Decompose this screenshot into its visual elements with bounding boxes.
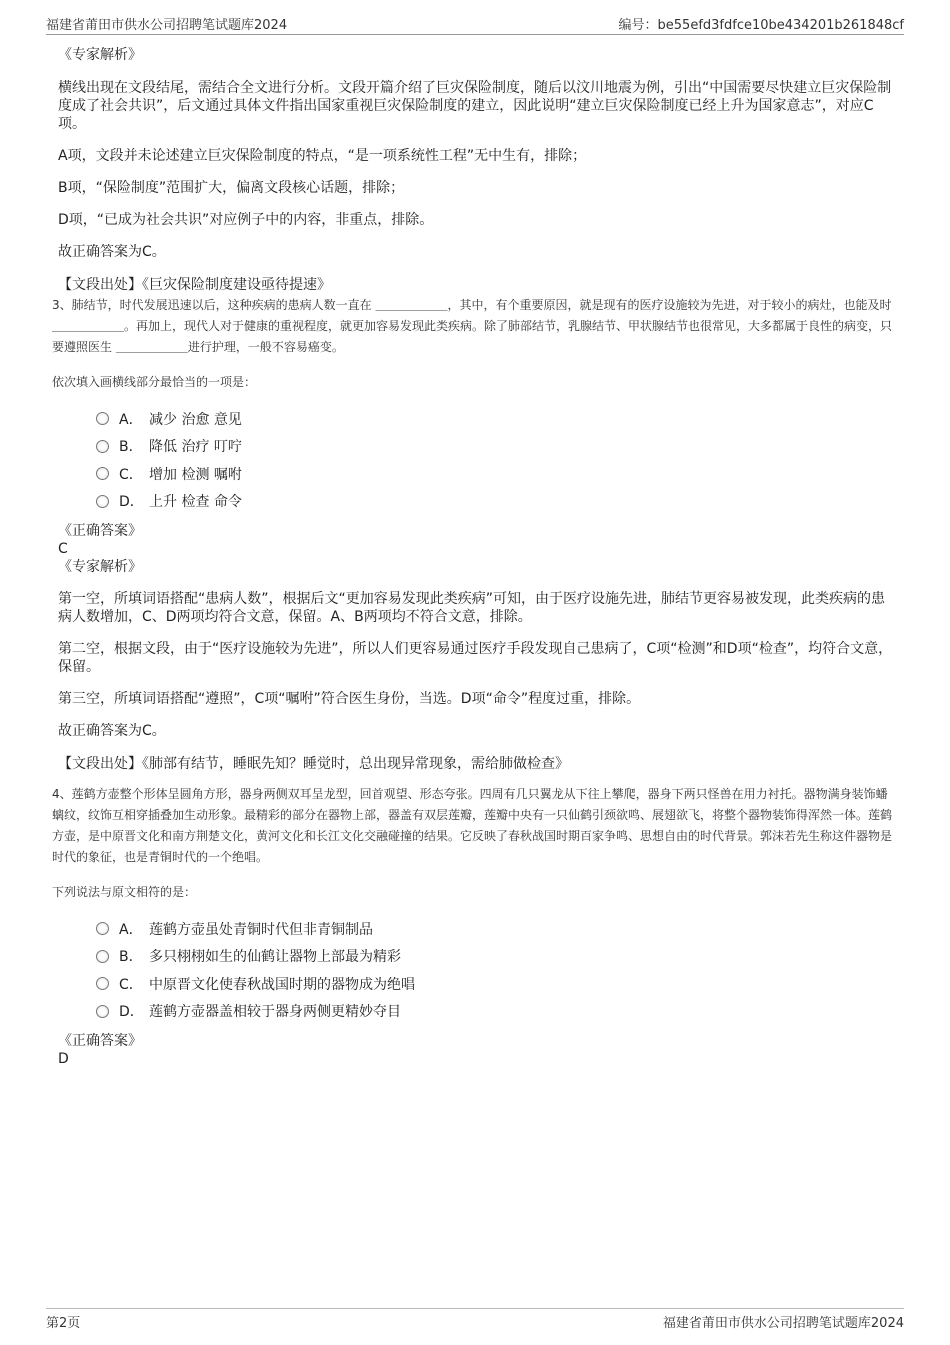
radio-icon[interactable] xyxy=(96,440,109,453)
analysis-paragraph: 第二空，根据文段，由于“医疗设施较为先进”，所以人们更容易通过医疗手段发现自己患病了，C项“检测”和D项“检查”，均符合文意，保留。 xyxy=(58,641,893,675)
question-4-options xyxy=(96,915,897,1025)
radio-icon[interactable] xyxy=(96,922,109,935)
question-3-prompt: 依次填入画横线部分最恰当的一项是： xyxy=(52,375,257,389)
question-4-prompt: 下列说法与原文相符的是： xyxy=(52,885,197,899)
correct-answer-value: C xyxy=(58,541,68,557)
header-title: 福建省莆田市供水公司招聘笔试题库2024 xyxy=(46,18,288,33)
expert-analysis-label: 《专家解析》 xyxy=(58,47,142,63)
radio-icon[interactable] xyxy=(96,467,109,480)
radio-icon[interactable] xyxy=(96,977,109,990)
analysis-paragraph: A项，文段并未论述建立巨灾保险制度的特点，“是一项系统性工程”无中生有，排除； xyxy=(58,148,587,164)
footer-title: 福建省莆田市供水公司招聘笔试题库2024 xyxy=(662,1316,904,1331)
radio-icon[interactable] xyxy=(96,950,109,963)
option-letter: C． xyxy=(119,976,143,993)
question-4-text: 4、莲鹤方壶整个形体呈圆角方形，器身两侧双耳呈龙型，回首观望、形态夸张。四周有几只翼龙从下往上攀爬，器身下两只怪兽在用力衬托。器物满身装饰蟠螭纹，纹饰互相穿插叠加生动形象。最精彩的部分在器物上部，器盖有双层莲瓣，莲瓣中央有一只仙鹤引颈欲鸣、展翅欲飞，将整个器物装饰得浑然一体。莲鹤方壶，是中原晋文化和南方荆楚文化，黄河文化和长江文化交融碰撞的结果。它反映了春秋战国时期百家争鸣、思想自由的时代背景。郭沫若先生称这件器物是时代的象征，也是青铜时代的一个绝唱。 xyxy=(52,787,893,864)
page-header xyxy=(46,14,904,32)
expert-analysis-label: 《专家解析》 xyxy=(58,559,142,575)
option-text: 上升 检查 命令 xyxy=(149,494,242,511)
option-c[interactable] xyxy=(96,460,897,488)
option-text: 减少 治愈 意见 xyxy=(149,411,242,428)
option-a[interactable] xyxy=(96,915,897,943)
correct-answer-label: 《正确答案》 xyxy=(58,523,142,539)
option-letter: D． xyxy=(119,494,144,511)
passage-source: 【文段出处】《肺部有结节，睡眠先知？睡觉时，总出现异常现象，需给肺做检查》 xyxy=(58,756,569,772)
option-text: 增加 检测 嘱咐 xyxy=(149,466,242,483)
correct-answer-label: 《正确答案》 xyxy=(58,1033,142,1049)
option-letter: A． xyxy=(119,411,143,428)
radio-icon[interactable] xyxy=(96,1005,109,1018)
footer-divider xyxy=(46,1308,904,1309)
radio-icon[interactable] xyxy=(96,412,109,425)
page-number: 第2页 xyxy=(46,1316,81,1331)
option-letter: B． xyxy=(119,949,143,966)
option-letter: B． xyxy=(119,439,143,456)
option-text: 降低 治疗 叮咛 xyxy=(149,439,242,456)
analysis-paragraph: 第三空，所填词语搭配“遵照”，C项“嘱咐”符合医生身份，当选。D项“命令”程度过重，排除。 xyxy=(58,691,641,707)
question-3-text: 3、肺结节，时代发展迅速以后，这种疾病的患病人数一直在 ＿＿＿＿＿＿，其中，有个重要原因，就是现有的医疗设施较为先进，对于较小的病灶，也能及时 ＿＿＿＿＿＿。再加上，现代人对于健康的重视程度，就更加容易发现此类疾病。除了肺部结节，乳腺结节、甲状腺结节也很常见，大多都属于良性的病变，只要遵照医生 ＿＿＿＿＿＿进行护理，一般不容易癌变。 xyxy=(52,298,893,354)
option-d[interactable] xyxy=(96,998,897,1026)
analysis-paragraph: B项，“保险制度”范围扩大，偏离文段核心话题，排除； xyxy=(58,180,405,196)
option-d[interactable] xyxy=(96,488,897,516)
option-letter: C． xyxy=(119,466,143,483)
header-serial: 编号：be55efd3fdfce10be434201b261848cf xyxy=(618,18,904,33)
analysis-paragraph: 故正确答案为C。 xyxy=(58,244,166,260)
correct-answer-value: D xyxy=(58,1051,69,1067)
option-b[interactable] xyxy=(96,943,897,971)
option-b[interactable] xyxy=(96,433,897,461)
page-content xyxy=(52,45,897,1068)
radio-icon[interactable] xyxy=(96,495,109,508)
option-text: 莲鹤方壶器盖相较于器身两侧更精妙夺目 xyxy=(149,1004,401,1021)
analysis-paragraph: 第一空，所填词语搭配“患病人数”，根据后文“更加容易发现此类疾病”可知，由于医疗设施先进，肺结节更容易被发现，此类疾病的患病人数增加，C、D两项均符合文意，保留。A、B两项均不符合文意，排除。 xyxy=(58,591,886,625)
page-footer xyxy=(46,1312,904,1330)
option-letter: A． xyxy=(119,921,143,938)
option-a[interactable] xyxy=(96,405,897,433)
option-text: 中原晋文化使春秋战国时期的器物成为绝唱 xyxy=(149,976,415,993)
option-letter: D． xyxy=(119,1004,144,1021)
option-text: 莲鹤方壶虽处青铜时代但非青铜制品 xyxy=(149,921,373,938)
analysis-paragraph: 横线出现在文段结尾，需结合全文进行分析。文段开篇介绍了巨灾保险制度，随后以汶川地震为例，引出“中国需要尽快建立巨灾保险制度成了社会共识”，后文通过具体文件指出国家重视巨灾保险制度的建立，因此说明“建立巨灾保险制度已经上升为国家意志”，对应C项。 xyxy=(58,80,892,132)
header-divider xyxy=(46,34,904,35)
analysis-paragraph: D项，“已成为社会共识”对应例子中的内容，非重点，排除。 xyxy=(58,212,434,228)
passage-source: 【文段出处】《巨灾保险制度建设亟待提速》 xyxy=(58,277,331,293)
option-text: 多只栩栩如生的仙鹤让器物上部最为精彩 xyxy=(149,949,401,966)
analysis-paragraph: 故正确答案为C。 xyxy=(58,723,166,739)
question-3-options xyxy=(96,405,897,515)
option-c[interactable] xyxy=(96,970,897,998)
